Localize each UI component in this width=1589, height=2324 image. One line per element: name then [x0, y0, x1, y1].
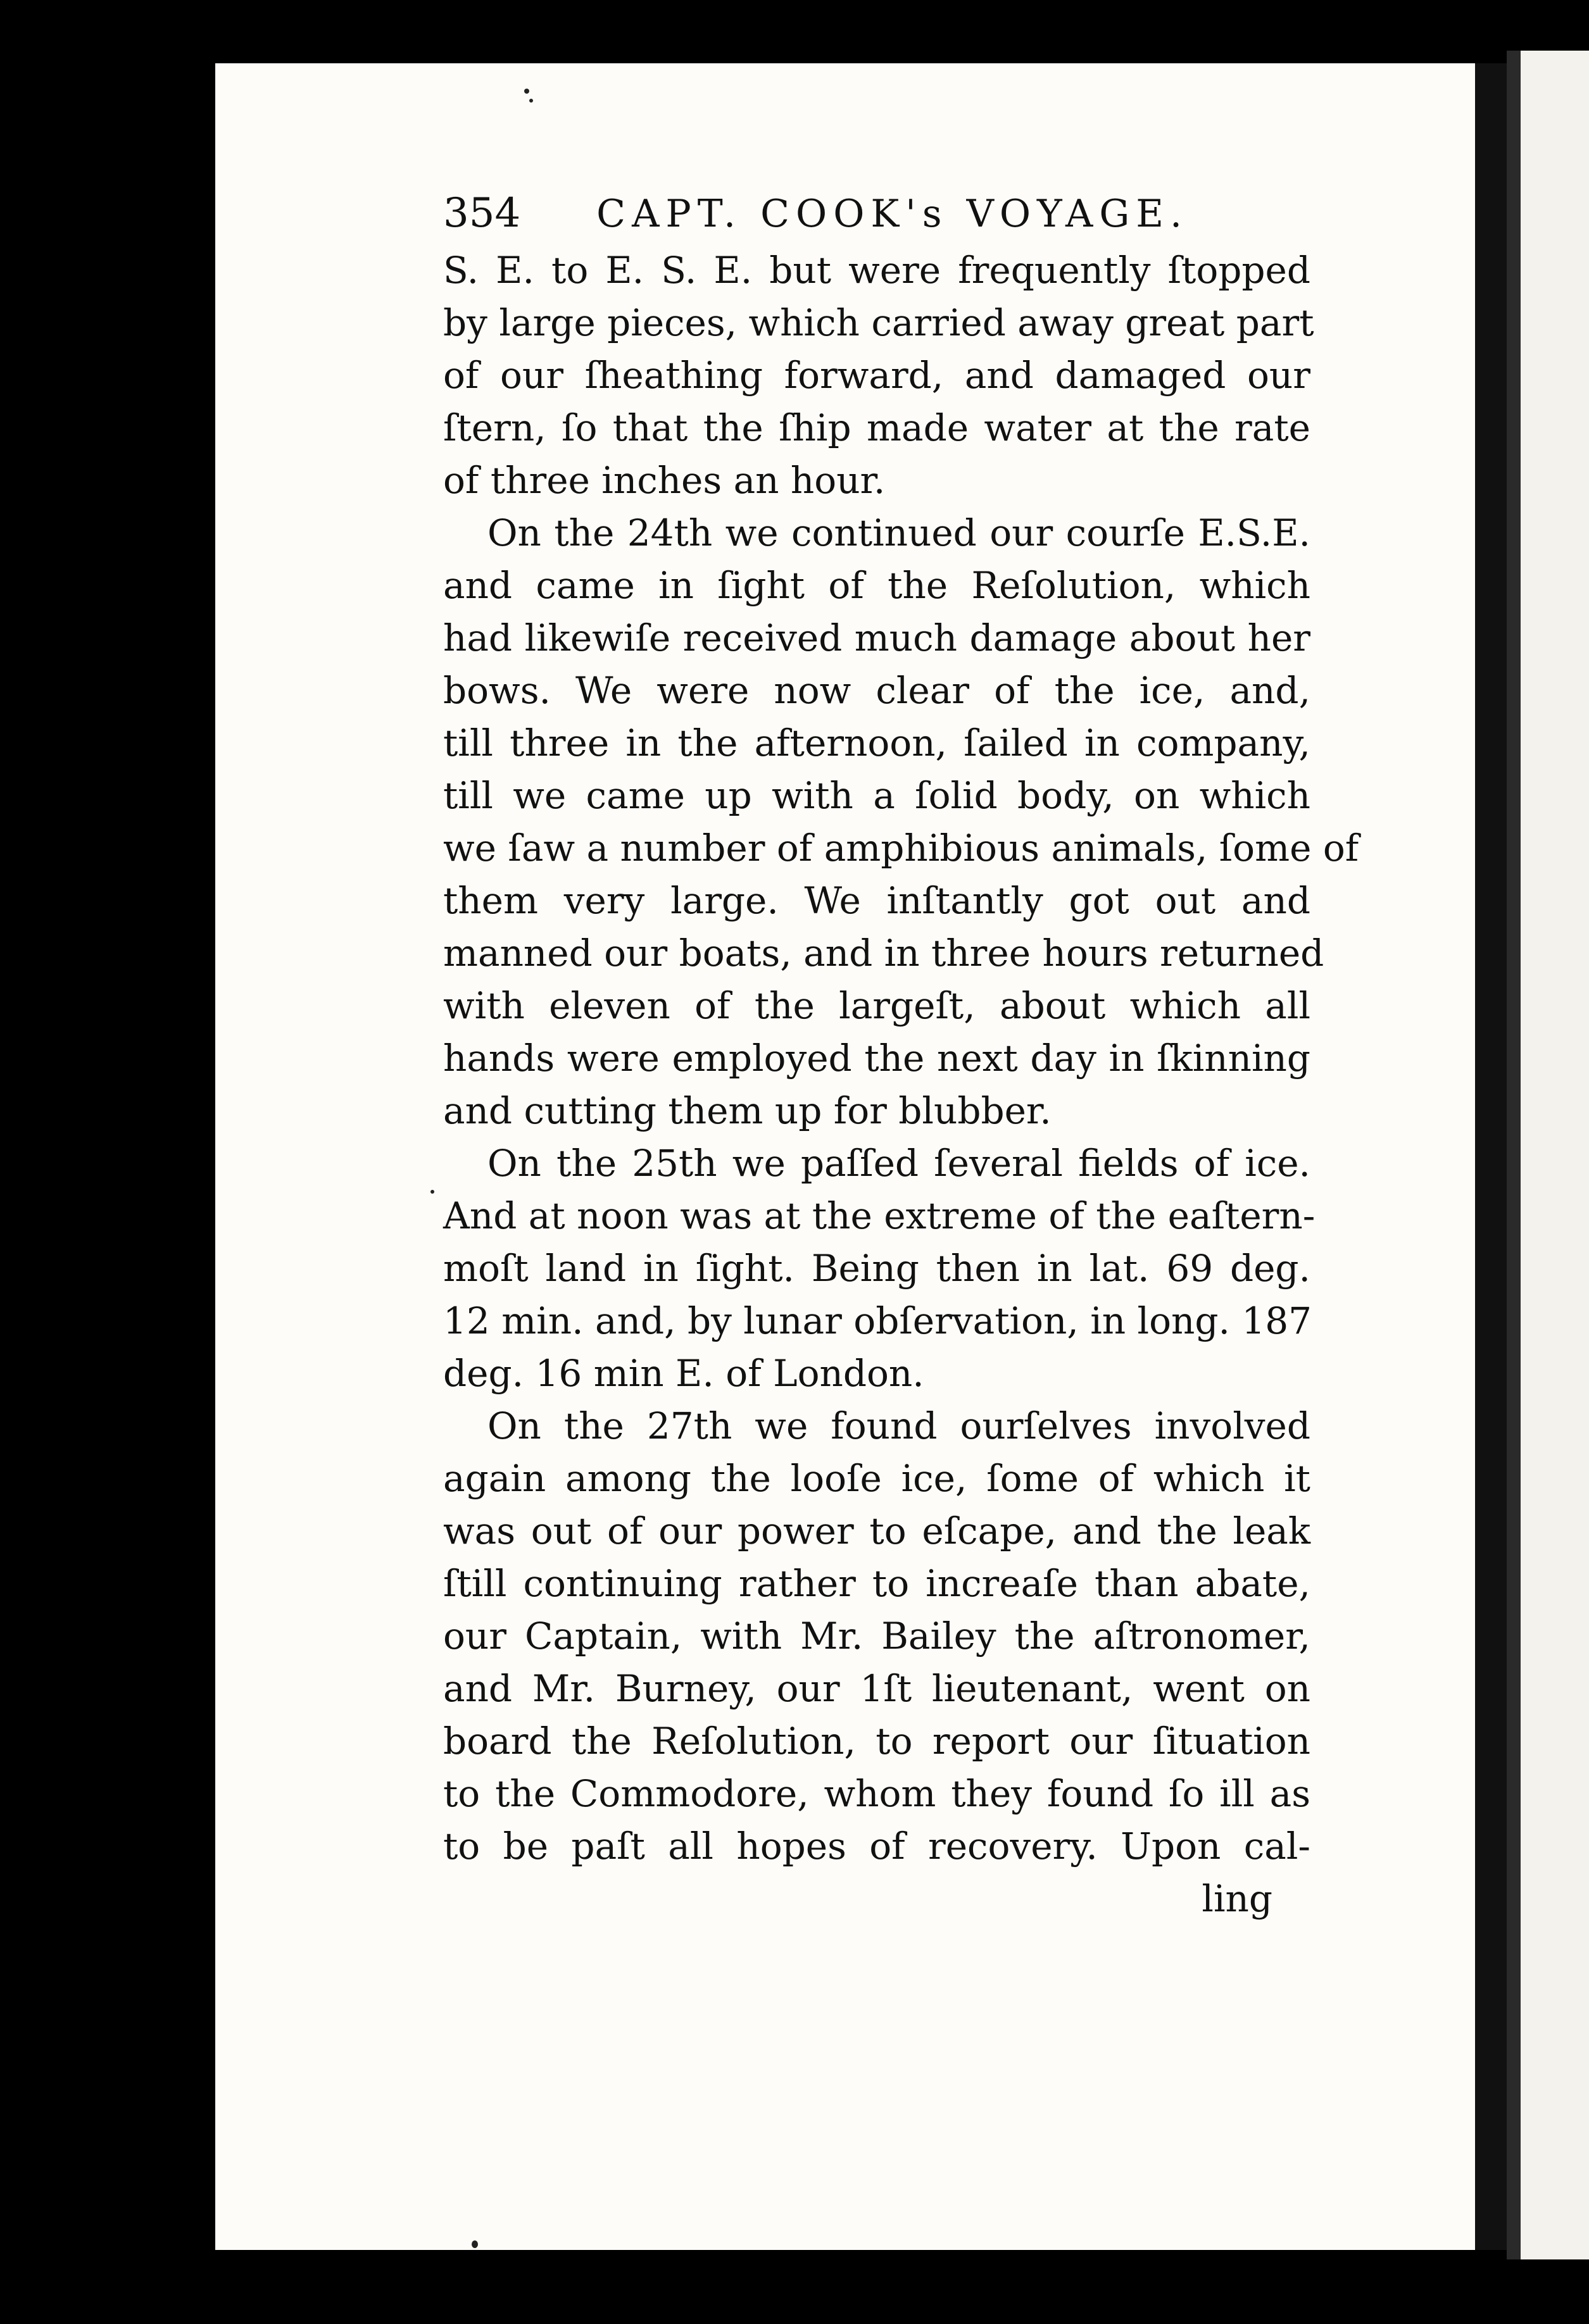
paragraph	[443, 244, 1314, 507]
text-line: we ſaw a number of amphibious animals, ſome of	[443, 827, 1359, 870]
text-line: was out of our power to eſcape, and the leak	[443, 1509, 1310, 1552]
page-number: 354	[443, 190, 521, 237]
text-line: and came in ſight of the Reſolution, which	[443, 564, 1310, 607]
text-line: till we came up with a ſolid body, on which	[443, 774, 1310, 817]
text-line: till three in the afternoon, ſailed in company,	[443, 722, 1310, 765]
text-line: 12 min. and, by lunar obſervation, in long. 187	[443, 1299, 1312, 1342]
page-edge-shadow	[1475, 63, 1507, 2250]
text-line: On the 24th we continued our courſe E.S.E.	[487, 511, 1310, 554]
text-line: and cutting them up for blubber.	[443, 1089, 1052, 1132]
ink-speck	[472, 2240, 478, 2248]
text-line: to the Commodore, whom they found ſo ill as	[443, 1772, 1310, 1815]
text-line: our Captain, with Mr. Bailey the aſtronomer,	[443, 1615, 1310, 1658]
facing-page-gutter	[1507, 51, 1521, 2259]
text-line: and Mr. Burney, our 1ſt lieutenant, went on	[443, 1667, 1310, 1710]
text-line: moſt land in ſight. Being then in lat. 69 deg.	[443, 1247, 1310, 1290]
text-line: had likewiſe received much damage about her	[443, 616, 1310, 659]
text-line: again among the looſe ice, ſome of which it	[443, 1457, 1310, 1500]
text-line: hands were employed the next day in ſkinning	[443, 1037, 1310, 1080]
ink-speck	[529, 99, 533, 103]
text-line: to be paſt all hopes of recovery. Upon cal-	[443, 1825, 1310, 1868]
text-line: of our ſheathing forward, and damaged our	[443, 354, 1310, 397]
page-text	[443, 190, 1359, 1925]
text-line: S. E. to E. S. E. but were frequently ſtopped	[443, 249, 1310, 292]
text-line: manned our boats, and in three hours returned	[443, 932, 1324, 975]
text-line: of three inches an hour.	[443, 459, 886, 502]
text-line: And at noon was at the extreme of the eaſtern-	[443, 1194, 1316, 1237]
paragraph	[443, 1137, 1316, 1400]
text-line: them very large. We inſtantly got out and	[443, 879, 1310, 922]
text-line: ſtern, ſo that the ſhip made water at the rate	[443, 406, 1310, 449]
text-line: with eleven of the largeſt, about which all	[443, 984, 1310, 1027]
text-line: On the 25th we paſſed ſeveral fields of ice.	[487, 1142, 1310, 1185]
paragraph	[443, 507, 1359, 1137]
text-line: On the 27th we found ourſelves involved	[487, 1404, 1310, 1447]
running-title: CAPT. COOK's VOYAGE.	[596, 192, 1189, 236]
running-header	[443, 190, 1310, 244]
text-line: by large pieces, which carried away great part	[443, 301, 1314, 344]
text-line: ſtill continuing rather to increaſe than abate,	[443, 1562, 1310, 1605]
ink-speck	[524, 89, 529, 94]
text-line: deg. 16 min E. of London.	[443, 1352, 924, 1395]
ink-speck	[430, 1190, 434, 1194]
text-line: board the Reſolution, to report our ſituation	[443, 1720, 1310, 1763]
catchword: ling	[1202, 1877, 1272, 1920]
paragraph	[443, 1400, 1310, 1873]
text-line: bows. We were now clear of the ice, and,	[443, 669, 1310, 712]
